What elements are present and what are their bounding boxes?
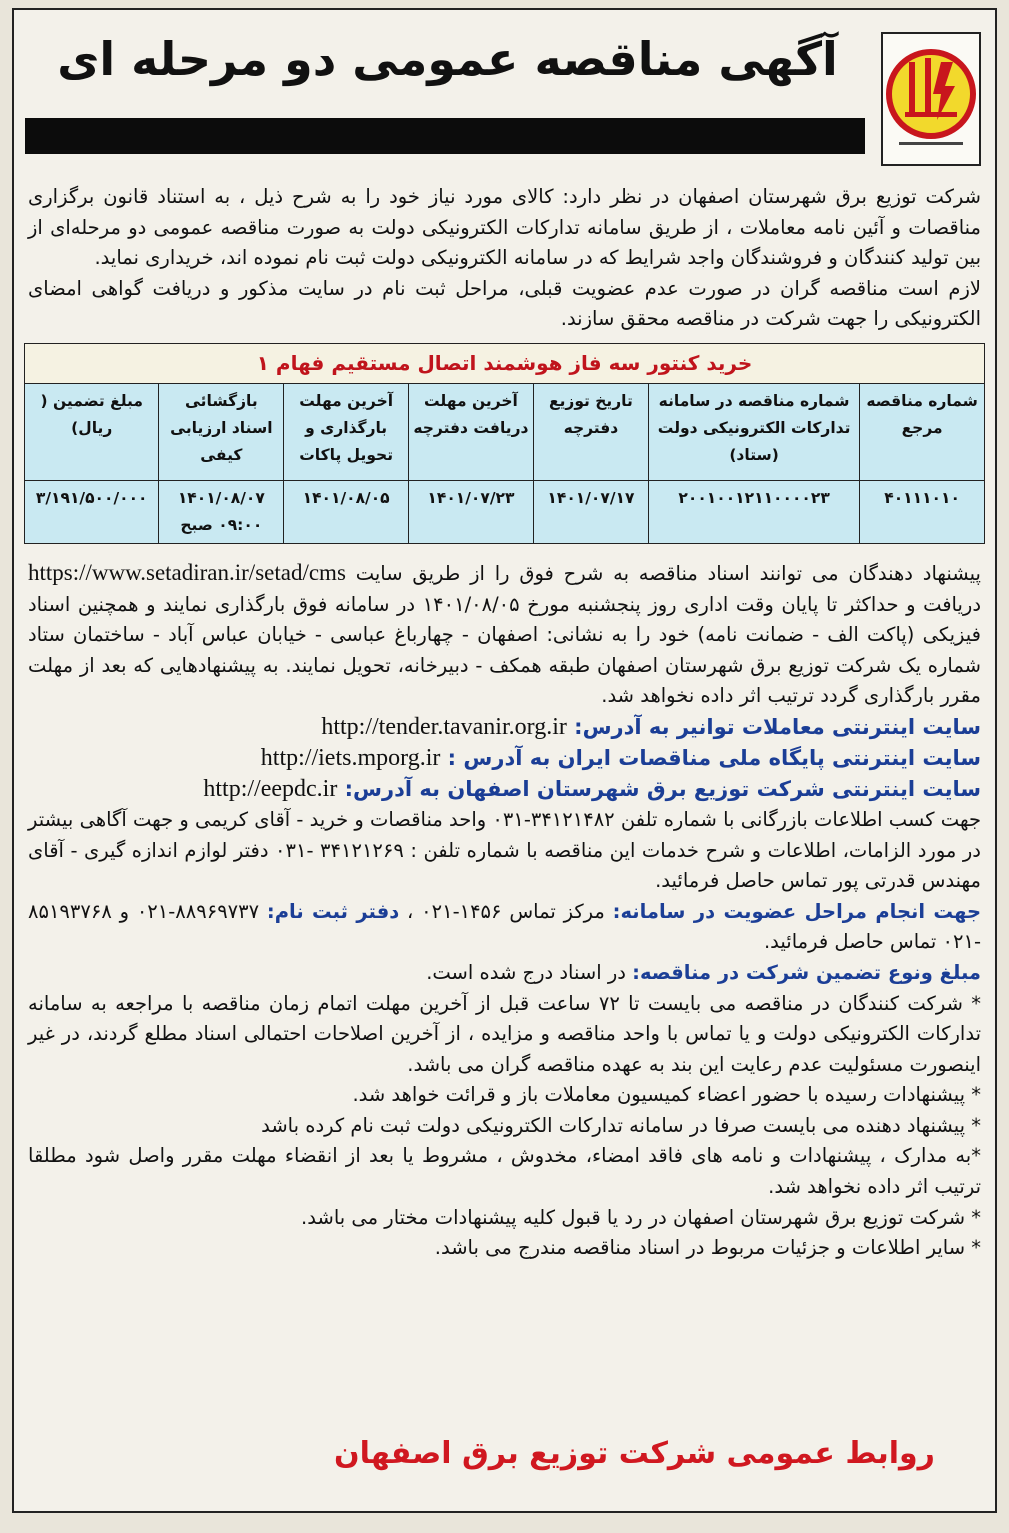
registration-office-label: دفتر ثبت نام:	[266, 899, 400, 923]
submission-paragraph	[28, 558, 981, 712]
membership-text: مرکز تماس ۱۴۵۶-۰۲۱ ،	[407, 899, 605, 923]
column-header: آخرین مهلت دریافت دفترچه	[409, 383, 534, 480]
website-list	[28, 712, 981, 805]
website-label: سایت اینترنتی پایگاه ملی مناقصات ایران به آدرس :	[447, 745, 981, 770]
intro	[14, 182, 995, 335]
column-header: تاریخ توزیع دفترچه	[533, 383, 648, 480]
table-row	[25, 480, 985, 543]
tavanir-logo-icon	[881, 32, 981, 166]
conditions-list	[28, 989, 981, 1264]
condition-item: * پیشنهادات رسیده با حضور اعضاء کمیسیون معاملات باز و قرائت خواهد شد.	[352, 1083, 981, 1107]
column-header: مبلغ تضمین ( ریال)	[25, 383, 159, 480]
intro-paragraph: شرکت توزیع برق شهرستان اصفهان در نظر دارد: کالای مورد نیاز خود را به شرح ذیل ، به استناد قانون برگزاری مناقصات و آئین نامه معاملات ، از طریق سامانه تدارکات الکترونیکی دولت به صورت مناقصه عمومی دو مرحله‌ای از بین تولید کنندگان و فروشندگان واجد شرایط که در سامانه الکترونیکی دولت ثبت نام نموده اند، خریداری نماید.	[28, 185, 981, 270]
public-relations-signature: روابط عمومی شرکت توزیع برق اصفهان	[334, 1436, 935, 1471]
table-cell: ۴۰۱۱۱۰۱۰	[860, 480, 985, 543]
website-line	[28, 712, 981, 743]
condition-item: * شرکت کنندگان در مناقصه می بایست تا ۷۲ ساعت قبل از آخرین مهلت اتمام زمان مناقصه با مراجعه به سامانه تدارکات الکترونیکی دولت و یا تماس با واحد مناقصه و مزایده ، از آخرین اصلاحات احتمالی اسناد مطلع گردند، در غیر اینصورت مسئولیت عدم رعایت این بند به عهده مناقصه گران می باشد.	[28, 991, 982, 1076]
condition-item: * سایر اطلاعات و جزئیات مربوط در اسناد مناقصه مندرج می باشد.	[434, 1236, 981, 1260]
contact-paragraph: جهت کسب اطلاعات بازرگانی با شماره تلفن ۳۴۱۲۱۴۸۲-۰۳۱ واحد مناقصات و خرید - آقای کریمی و جهت آگاهی بیشتر در مورد الزامات، اطلاعات و شرح خدمات این مناقصه با شماره تلفن : ۳۴۱۲۱۲۶۹ -۰۳۱ دفتر لوازم اندازه گیری - آقای مهندس قدرتی پور تماس حاصل فرمائید.	[28, 807, 981, 893]
tender-notice	[12, 8, 997, 1513]
condition-item: * پیشنهاد دهنده می بایست صرفا در سامانه تدارکات الکترونیکی دولت ثبت نام کرده باشد	[261, 1113, 981, 1137]
setad-link[interactable]: https://www.setadiran.ir/setad/cms	[28, 559, 346, 585]
website-label: سایت اینترنتی معاملات توانیر به آدرس:	[574, 714, 981, 739]
header	[14, 10, 995, 170]
table-cell: ۱۴۰۱/۰۸/۰۷ ۰۹:۰۰ صبح	[159, 480, 284, 543]
column-header: شماره مناقصه مرجع	[860, 383, 985, 480]
intro-paragraph: لازم است مناقصه گران در صورت عدم عضویت قبلی، مراحل ثبت نام در سایت مذکور و دریافت گواهی امضای الکترونیکی را جهت شرکت در مناقصه محقق سازند.	[28, 276, 981, 331]
table-cell: ۱۴۰۱/۰۸/۰۵	[284, 480, 409, 543]
website-label: سایت اینترنتی شرکت توزیع برق شهرستان اصفهان به آدرس:	[344, 776, 981, 801]
condition-item: *به مدارک ، پیشنهادات و نامه های فاقد امضاء، مخدوش ، مشروط یا بعد از انقضاء مهلت مقرر واصل شود مطلقا ترتیب اثر داده نخواهد شد.	[28, 1144, 981, 1199]
column-header: شماره مناقصه در سامانه تدارکات الکترونیکی دولت (ستاد)	[649, 383, 860, 480]
table-cell: ۳/۱۹۱/۵۰۰/۰۰۰	[25, 480, 159, 543]
guarantee-paragraph	[28, 958, 981, 989]
table-cell: ۲۰۰۱۰۰۱۲۱۱۰۰۰۰۲۳	[649, 480, 860, 543]
submission-text-after: دریافت و حداکثر تا پایان وقت اداری روز پنجشنبه مورخ ۱۴۰۱/۰۸/۰۵ در سامانه فوق بارگذاری نمایند و همچنین اسناد فیزیکی (پاکت الف - ضمانت نامه) خود را به نشانی: اصفهان - چهارباغ عباسی - خیابان عباس آباد - ساختمان ستاد شماره یک شرکت توزیع برق شهرستان اصفهان طبقه همکف - دبیرخانه، تحویل نمایند. به پیشنهادهایی که بعد از مهلت مقرر بارگذاری گردد ترتیب اثر داده نخواهد شد.	[28, 592, 982, 708]
table-cell: ۱۴۰۱/۰۷/۱۷	[533, 480, 648, 543]
column-header: بازگشائی اسناد ارزیابی کیفی	[159, 383, 284, 480]
table-caption: خرید کنتور سه فاز هوشمند اتصال مستقیم فهام ۱	[25, 343, 985, 383]
website-link[interactable]: http://tender.tavanir.org.ir	[321, 713, 567, 740]
condition-item: * شرکت توزیع برق شهرستان اصفهان در رد یا قبول کلیه پیشنهادات مختار می باشد.	[301, 1205, 981, 1229]
table-cell: ۱۴۰۱/۰۷/۲۳	[409, 480, 534, 543]
membership-label: جهت انجام مراحل عضویت در سامانه:	[612, 899, 981, 923]
guarantee-text: در اسناد درج شده است.	[426, 960, 626, 984]
website-link[interactable]: http://eepdc.ir	[203, 775, 338, 802]
title-underline-bar	[25, 118, 865, 154]
website-line	[28, 743, 981, 774]
website-link[interactable]: http://iets.mporg.ir	[260, 744, 441, 771]
page-title: آگهی مناقصه عمومی دو مرحله ای	[57, 32, 838, 86]
guarantee-label: مبلغ ونوع تضمین شرکت در مناقصه:	[632, 960, 981, 984]
column-header: آخرین مهلت بارگذاری و تحویل پاکات	[284, 383, 409, 480]
submission-text-before: پیشنهاد دهندگان می توانند اسناد مناقصه به شرح فوق را از طریق سایت	[355, 561, 981, 585]
registration-office-text: ۸۸۹۶۹۷۳۷-۰۲۱ و ۸۵۱۹۳۷۶۸ -۰۲۱ تماس حاصل فرمائید.	[28, 899, 981, 954]
website-line	[28, 774, 981, 805]
tender-table	[24, 343, 985, 544]
membership-paragraph	[28, 897, 981, 958]
